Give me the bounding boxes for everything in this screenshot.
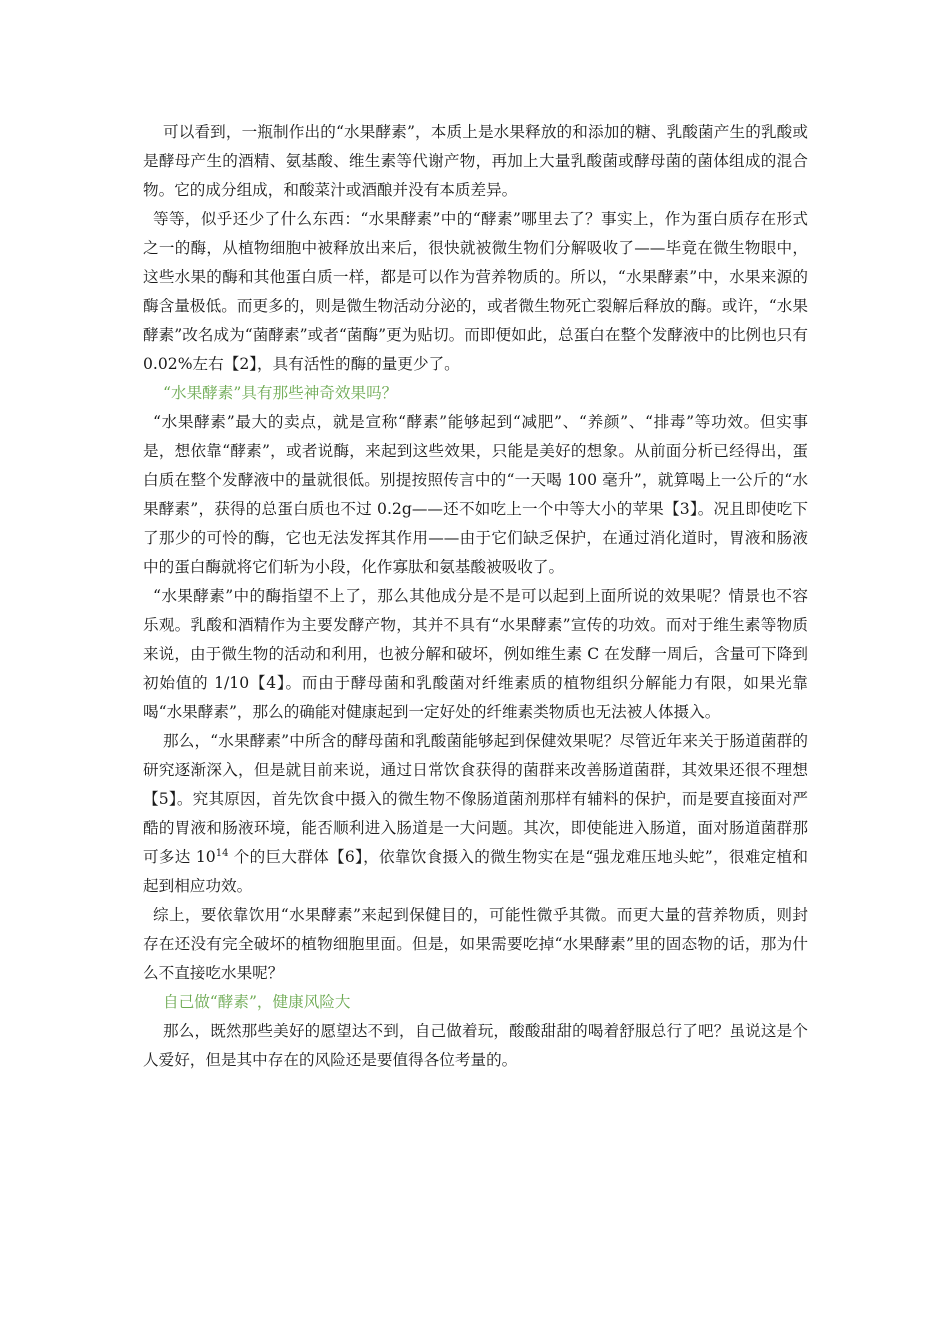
paragraph-microbes bbox=[143, 727, 808, 901]
section-heading-risk: 自己做“酵素”，健康风险大 bbox=[163, 993, 351, 1011]
paragraph-microbes-part1: 那么，“水果酵素”中所含的酵母菌和乳酸菌能够起到保健效果呢？尽管近年来关于肠道菌群的研究逐渐深入，但是就目前来说，通过日常饮食获得的菌群来改善肠道菌群，其效果还很不理想【5】。究其原因，首先饮食中摄入的微生物不像肠道菌剂那样有辅料的保护，而是要直接面对严酷的胃液和肠液环境，能否顺利进入肠道是一大问题。其次，即使能进入肠道，面对肠道菌群那可多达 10 bbox=[143, 732, 808, 866]
paragraph-diy-risk: 那么，既然那些美好的愿望达不到，自己做着玩，酸酸甜甜的喝着舒服总行了吧？虽说这是个人爱好，但是其中存在的风险还是要值得各位考量的。 bbox=[143, 1022, 808, 1069]
paragraph-summary: 综上，要依靠饮用“水果酵素”来起到保健目的，可能性微乎其微。而更大量的营养物质，则封存在还没有完全破坏的植物细胞里面。但是，如果需要吃掉“水果酵素”里的固态物的话，那为什么不直接吃水果呢？ bbox=[143, 906, 808, 982]
paragraph-selling-points: “水果酵素”最大的卖点，就是宣称“酵素”能够起到“减肥”、“养颜”、“排毒”等功效。但实事是，想依靠“酵素”，或者说酶，来起到这些效果，只能是美好的想象。从前面分析已经得出，蛋白质在整个发酵液中的量就很低。别提按照传言中的“一天喝 100 毫升”，就算喝上一公斤的“水果酵素”，获得的总蛋白质也不过 0.2g——还不如吃上一个中等大小的苹果【3】。况且即使吃下了那少的可怜的酶，它也无法发挥其作用——由于它们缺乏保护，在通过消化道时，胃液和肠液中的蛋白酶就将它们斩为小段，化作寡肽和氨基酸被吸收了。 bbox=[143, 413, 808, 576]
paragraph-composition: 可以看到，一瓶制作出的“水果酵素”，本质上是水果释放的和添加的糖、乳酸菌产生的乳酸或是酵母产生的酒精、氨基酸、维生素等代谢产物，再加上大量乳酸菌或酵母菌的菌体组成的混合物。它的成分组成，和酸菜汁或酒酿并没有本质差异。 bbox=[143, 123, 808, 199]
paragraph-missing-enzyme: 等等，似乎还少了什么东西：“水果酵素”中的“酵素”哪里去了？事实上，作为蛋白质存在形式之一的酶，从植物细胞中被释放出来后，很快就被微生物们分解吸收了——毕竟在微生物眼中，这些水果的酶和其他蛋白质一样，都是可以作为营养物质的。所以，“水果酵素”中，水果来源的酶含量极低。而更多的，则是微生物活动分泌的，或者微生物死亡裂解后释放的酶。或许，“水果酵素”改名成为“菌酵素”或者“菌酶”更为贴切。而即便如此，总蛋白在整个发酵液中的比例也只有 0.02%左右【2】，具有活性的酶的量更少了。 bbox=[143, 210, 808, 373]
section-heading-effects: “水果酵素”具有那些神奇效果吗？ bbox=[163, 384, 398, 402]
exponent-superscript: 14 bbox=[215, 847, 229, 859]
paragraph-microbes-part2: 个的巨大群体【6】，依靠饮食摄入的微生物实在是“强龙难压地头蛇”，很难定植和起到相应功效。 bbox=[143, 848, 808, 895]
paragraph-other-components: “水果酵素”中的酶指望不上了，那么其他成分是不是可以起到上面所说的效果呢？情景也不容乐观。乳酸和酒精作为主要发酵产物，其并不具有“水果酵素”宣传的功效。而对于维生素等物质来说，由于微生物的活动和利用，也被分解和破坏，例如维生素 C 在发酵一周后，含量可下降到初始值的 1/10【4】。而由于酵母菌和乳酸菌对纤维素质的植物组织分解能力有限，如果光靠喝“水果酵素”，那么的确能对健康起到一定好处的纤维素类物质也无法被人体摄入。 bbox=[143, 587, 808, 721]
article-body bbox=[143, 118, 808, 1075]
